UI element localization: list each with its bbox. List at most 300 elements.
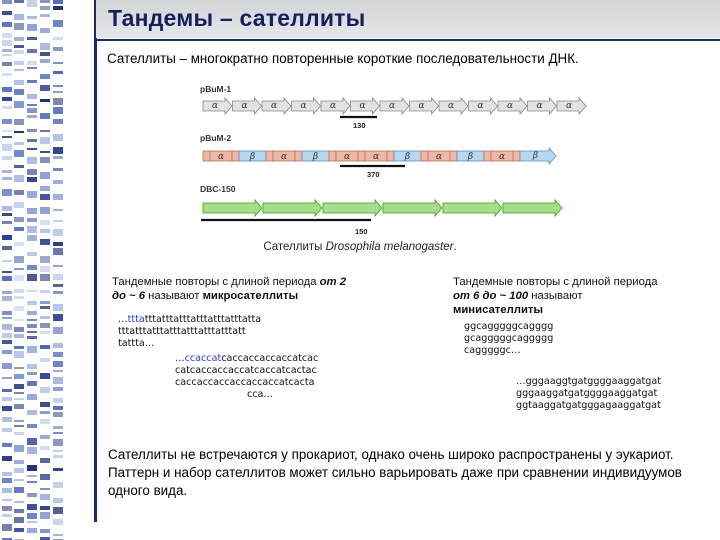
pbum2-spacer: [295, 151, 302, 161]
pbum2-beta-symbol: β: [312, 152, 319, 162]
gel-band: [2, 73, 12, 76]
pbum2-beta-symbol: β: [249, 152, 256, 162]
caption-species: Drosophila melanogaster: [325, 241, 454, 253]
gel-band: [40, 316, 50, 319]
gel-band: [2, 213, 12, 216]
seq1-line1-rest: tttatttatttatttatttatttatta: [144, 314, 262, 325]
gel-band: [27, 438, 37, 445]
gel-band: [27, 372, 37, 375]
gel-band: [40, 28, 50, 33]
pbum1-scale-label: 130: [353, 121, 366, 130]
gel-band: [40, 529, 50, 533]
gel-band: [27, 493, 37, 497]
mini-term: минисателлиты: [453, 304, 544, 316]
pbum1-alpha-symbol: α: [359, 101, 366, 111]
seq2-line1-rest: caccaccaccaccatcac: [221, 353, 319, 364]
microsatellite-seq2-line3: caccaccaccaccaccaccatcacta: [175, 377, 315, 388]
gel-band: [53, 265, 63, 267]
gel-band: [53, 450, 63, 452]
gel-band: [27, 381, 37, 386]
gel-band: [40, 229, 50, 233]
pbum2-scale-label: 370: [367, 170, 380, 179]
seq1-dots: …: [118, 314, 128, 325]
gel-band: [27, 465, 37, 471]
gel-band: [53, 370, 63, 372]
gel-band: [14, 509, 24, 513]
gel-band: [27, 49, 37, 53]
gel-band: [27, 324, 37, 328]
gel-band: [53, 498, 63, 503]
gel-band: [14, 256, 24, 263]
gel-band: [14, 351, 24, 358]
gel-band: [40, 306, 50, 309]
gel-band: [27, 481, 37, 483]
gel-band: [14, 374, 24, 379]
gel-band: [53, 304, 63, 311]
gel-band: [14, 89, 24, 95]
gel-band: [40, 14, 50, 17]
pbum1-alpha-symbol: α: [447, 101, 455, 111]
gel-band: [53, 507, 63, 514]
gel-band: [40, 220, 50, 225]
gel-band: [53, 398, 63, 403]
gel-band: [40, 358, 50, 362]
microsatellite-seq2-line4: cca…: [246, 389, 274, 400]
conclusion-text: Сателлиты не встречаются у прокариот, однако очень широко распространены у эукариот. Паттерн и набор сателлитов может сильно варьировать даже при сравнении индивидуумов одного вида.: [108, 447, 682, 498]
gel-band: [27, 394, 37, 400]
gel-band: [53, 71, 63, 74]
gel-band: [27, 274, 37, 281]
gel-band: [40, 85, 50, 91]
gel-band: [27, 290, 37, 292]
pbum2-beta-symbol: β: [467, 152, 474, 162]
pbum2-spacer: [387, 151, 394, 161]
micro-range-end: до ~ 6: [112, 290, 146, 302]
pbum2-spacer: [421, 151, 428, 161]
gel-band: [40, 411, 50, 414]
gel-band: [53, 6, 63, 10]
gel-band: [27, 331, 37, 333]
gel-band: [27, 67, 37, 69]
gel-band: [14, 296, 24, 299]
gel-band: [14, 165, 24, 168]
gel-band: [40, 6, 50, 10]
gel-band: [40, 488, 50, 490]
pbum1-alpha-symbol: α: [506, 101, 514, 111]
pbum1-alpha-symbol: α: [300, 101, 307, 111]
gel-band: [27, 24, 37, 31]
gel-band: [53, 314, 63, 321]
gel-band: [14, 131, 24, 133]
gel-band: [53, 343, 63, 348]
gel-band: [40, 419, 50, 424]
gel-band: [53, 284, 63, 287]
gel-band: [14, 45, 24, 48]
gel-band: [14, 268, 24, 270]
pbum2-beta-symbol: β: [404, 152, 411, 162]
pbum2-alpha-symbol: α: [435, 152, 443, 162]
gel-band: [2, 524, 12, 531]
pbum1-alpha-symbol: α: [211, 101, 219, 111]
pbum1-alpha-symbol: α: [329, 101, 337, 111]
gel-band: [2, 40, 12, 46]
pbum2-spacer: [203, 151, 210, 161]
gel-band: [53, 62, 63, 64]
figure-caption: [0, 241, 720, 253]
gel-band: [53, 291, 63, 294]
gel-band: [27, 37, 37, 40]
gel-band: [14, 175, 24, 182]
gel-band: [27, 265, 37, 270]
gel-band: [27, 191, 37, 198]
gel-band: [2, 119, 12, 124]
gel-band: [14, 227, 24, 231]
gel-band: [2, 456, 12, 461]
gel-band: [2, 49, 12, 52]
gel-band: [14, 275, 24, 281]
gel-band: [40, 402, 50, 407]
micro-range-start: от 2: [319, 276, 347, 288]
gel-band: [40, 435, 50, 439]
gel-band: [53, 387, 63, 391]
gel-band: [2, 478, 12, 483]
gel-band: [2, 136, 12, 138]
seq2-dots: …: [175, 353, 185, 364]
gel-band: [40, 373, 50, 379]
gel-band: [14, 150, 24, 157]
gel-band: [53, 220, 63, 222]
pbum2-beta-symbol: β: [532, 151, 539, 161]
gel-band: [14, 367, 24, 369]
dbc150-arrow: [503, 200, 562, 216]
gel-band: [27, 475, 37, 477]
microsatellite-seq1-line2: tttatttatttatttatttatttatttatt: [118, 326, 246, 337]
pbum2-spacer: [266, 151, 273, 161]
gel-band: [40, 59, 50, 63]
gel-band: [53, 147, 63, 154]
pbum2-spacer: [329, 151, 336, 161]
gel-band: [2, 87, 12, 92]
gel-band: [2, 417, 12, 422]
gel-band: [40, 494, 50, 500]
gel-band: [2, 271, 12, 273]
gel-band: [53, 98, 63, 105]
intro-text: Сателлиты – многократно повторенные короткие последовательности ДНК.: [107, 51, 579, 66]
dbc150-label: DBC-150: [200, 184, 236, 194]
gel-band: [27, 115, 37, 118]
gel-band: [2, 333, 12, 338]
gel-band: [27, 319, 37, 321]
gel-band: [14, 487, 24, 493]
gel-band: [27, 311, 37, 315]
gel-band: [40, 43, 50, 50]
gel-band: [53, 455, 63, 458]
gel-band: [40, 74, 50, 79]
gel-band: [27, 336, 37, 339]
minisatellite-seqB-line1: …gggaaggtgatggggaaggatgat: [516, 376, 661, 387]
gel-band: [40, 256, 50, 263]
gel-band: [2, 406, 12, 411]
gel-band: [14, 501, 24, 503]
gel-band: [2, 324, 12, 330]
dbc150-arrow: [443, 200, 502, 216]
gel-band: [2, 221, 12, 224]
gel-band: [27, 129, 37, 132]
gel-band: [2, 443, 12, 447]
gel-band: [14, 420, 24, 422]
gel-band: [40, 512, 50, 519]
gel-band: [53, 534, 63, 536]
gel-band: [53, 194, 63, 200]
gel-band: [40, 345, 50, 349]
microsatellite-seq1-line3: tattta…: [118, 338, 155, 349]
gel-band: [53, 0, 63, 4]
gel-band: [14, 528, 24, 532]
gel-band: [40, 301, 50, 304]
gel-band: [27, 346, 37, 353]
gel-band: [53, 119, 63, 124]
gel-band: [2, 472, 12, 476]
pbum2-spacer: [484, 151, 491, 161]
gel-band: [40, 186, 50, 191]
gel-band: [40, 157, 50, 163]
gel-band: [14, 392, 24, 394]
gel-band: [14, 61, 24, 65]
gel-band: [40, 290, 50, 293]
gel-band: [14, 468, 24, 473]
seq1-repeat-unit: ttta: [127, 314, 145, 325]
gel-band: [2, 276, 12, 281]
gel-band: [53, 468, 63, 471]
gel-band: [2, 33, 12, 38]
dbc150-arrow: [323, 200, 382, 216]
gel-band: [40, 172, 50, 179]
gel-band: [40, 474, 50, 480]
microsatellite-seq1: [118, 314, 261, 326]
pbum1-alpha-symbol: α: [536, 101, 543, 111]
pbum2-alpha-symbol: α: [217, 152, 225, 162]
gel-band: [53, 107, 63, 114]
gel-band: [40, 274, 50, 281]
gel-band: [53, 519, 63, 525]
gel-band: [27, 208, 37, 214]
pbum2-spacer: [513, 151, 520, 161]
pbum2-alpha-symbol: α: [498, 152, 506, 162]
gel-band: [40, 506, 50, 510]
gel-band: [53, 47, 63, 51]
gel-band: [14, 517, 24, 523]
gel-band: [53, 229, 63, 236]
page-title: Тандемы – сателлиты: [108, 5, 366, 31]
gel-band: [2, 206, 12, 211]
gel-band: [40, 130, 50, 132]
dna-gel-strip: [0, 0, 66, 540]
micro-line2-text: называют: [145, 290, 203, 302]
micro-term: микросателлиты: [202, 290, 299, 302]
microsatellite-seq2: [175, 353, 318, 365]
gel-band: [2, 156, 12, 160]
pbum1-label: pBuM-1: [200, 84, 232, 94]
gel-band: [53, 209, 63, 211]
gel-band: [2, 317, 12, 319]
gel-band: [14, 346, 24, 349]
minisatellite-seqA-line3: cagggggc…: [464, 345, 521, 356]
minisatellite-seqB-line2: gggaaggatgatggggaaggatgat: [516, 388, 658, 399]
gel-band: [40, 52, 50, 56]
dbc150-arrow: [383, 200, 442, 216]
caption-suffix: .: [453, 241, 457, 253]
gel-band: [27, 364, 37, 369]
dbc150-arrow: [203, 200, 262, 216]
gel-band: [14, 190, 24, 195]
gel-band: [53, 426, 63, 429]
dbc150-repeat-row: [203, 200, 562, 216]
gel-band: [14, 101, 24, 108]
gel-band: [27, 424, 37, 428]
gel-band: [53, 91, 63, 93]
gel-band: [14, 445, 24, 452]
gel-band: [53, 156, 63, 159]
gel-band: [2, 291, 12, 294]
gel-band: [14, 384, 24, 389]
gel-band: [27, 80, 37, 83]
pbum1-alpha-symbol: α: [477, 101, 484, 111]
gel-band: [2, 189, 12, 196]
gel-band: [40, 331, 50, 334]
pbum1-alpha-symbol: α: [270, 101, 278, 111]
gel-band: [14, 460, 24, 464]
gel-band: [14, 0, 24, 3]
gel-band: [40, 137, 50, 144]
gel-band: [53, 439, 63, 446]
gel-band: [14, 319, 24, 321]
title-underline: [96, 39, 720, 41]
gel-bands-graphic: [0, 0, 66, 540]
gel-band: [2, 311, 12, 315]
gel-band: [2, 260, 12, 262]
gel-band: [40, 151, 50, 153]
gel-band: [2, 11, 12, 15]
satellite-arrows-diagram: [195, 76, 595, 241]
pbum2-spacer: [232, 151, 239, 161]
gel-band: [27, 301, 37, 305]
dbc150-arrow: [263, 200, 322, 216]
gel-band: [53, 406, 63, 410]
gel-band: [2, 62, 12, 66]
pbum2-label: pBuM-2: [200, 133, 232, 143]
gel-band: [27, 139, 37, 142]
gel-band: [14, 334, 24, 338]
gel-band: [27, 218, 37, 222]
gel-band: [27, 169, 37, 175]
gel-band: [14, 425, 24, 427]
gel-band: [14, 306, 24, 311]
gel-band: [53, 274, 63, 280]
satellite-figure: [195, 76, 595, 241]
gel-band: [27, 410, 37, 415]
gel-band: [14, 37, 24, 41]
gel-band: [27, 528, 37, 533]
gel-band: [14, 202, 24, 208]
gel-band: [14, 14, 24, 20]
gel-band: [14, 432, 24, 435]
gel-band: [2, 514, 12, 517]
minisatellite-seqA-line1: ggcagggggcagggg: [464, 321, 554, 332]
gel-band: [53, 85, 63, 87]
gel-band: [14, 50, 24, 54]
gel-band: [14, 404, 24, 409]
gel-band: [2, 130, 12, 132]
gel-band: [27, 447, 37, 454]
minisatellite-seqB-line3: ggtaaggatgatgggagaaggatgat: [516, 400, 661, 411]
gel-band: [14, 398, 24, 400]
gel-band: [27, 521, 37, 523]
gel-band: [14, 289, 24, 293]
gel-band: [2, 363, 12, 369]
pbum2-spacer: [450, 151, 457, 161]
gel-band: [14, 479, 24, 481]
minisatellite-seqA-line2: gcagggggcaggggg: [464, 333, 554, 344]
gel-band: [2, 54, 12, 56]
gel-band: [2, 106, 12, 109]
pbum2-alpha-symbol: α: [280, 152, 288, 162]
gel-band: [2, 506, 12, 511]
gel-band: [27, 513, 37, 519]
gel-band: [40, 446, 50, 450]
gel-band: [2, 488, 12, 493]
pbum2-alpha-symbol: α: [372, 152, 380, 162]
gel-band: [2, 97, 12, 101]
gel-band: [40, 0, 50, 3]
minisatellite-definition: [453, 275, 658, 317]
gel-band: [27, 16, 37, 19]
gel-band: [27, 177, 37, 182]
gel-band: [40, 194, 50, 200]
gel-band: [2, 499, 12, 501]
gel-band: [53, 352, 63, 357]
gel-band: [40, 458, 50, 463]
mini-line2-text: называют: [528, 290, 583, 302]
gel-band: [53, 168, 63, 171]
gel-band: [40, 266, 50, 272]
gel-band: [27, 61, 37, 65]
gel-band: [2, 350, 12, 354]
gel-band: [40, 207, 50, 214]
pbum1-alpha-symbol: α: [241, 101, 248, 111]
dbc150-scale-label: 150: [355, 227, 368, 236]
gel-band: [14, 80, 24, 85]
gel-band: [53, 180, 63, 184]
pbum1-alpha-symbol: α: [388, 101, 396, 111]
gel-band: [40, 113, 50, 119]
gel-band: [40, 387, 50, 393]
gel-band: [53, 20, 63, 27]
gel-band: [2, 377, 12, 379]
gel-band: [53, 361, 63, 367]
vertical-divider: [94, 0, 97, 522]
gel-band: [2, 177, 12, 180]
gel-band: [27, 226, 37, 233]
pbum2-repeat-row: [203, 148, 556, 164]
mini-line1: Тандемные повторы с длиной периода: [453, 276, 658, 288]
gel-band: [53, 37, 63, 40]
gel-band: [53, 134, 63, 141]
pbum2-spacer: [358, 151, 365, 161]
gel-band: [14, 142, 24, 145]
pbum1-alpha-symbol: α: [565, 101, 573, 111]
gel-band: [2, 389, 12, 392]
gel-band: [27, 108, 37, 113]
